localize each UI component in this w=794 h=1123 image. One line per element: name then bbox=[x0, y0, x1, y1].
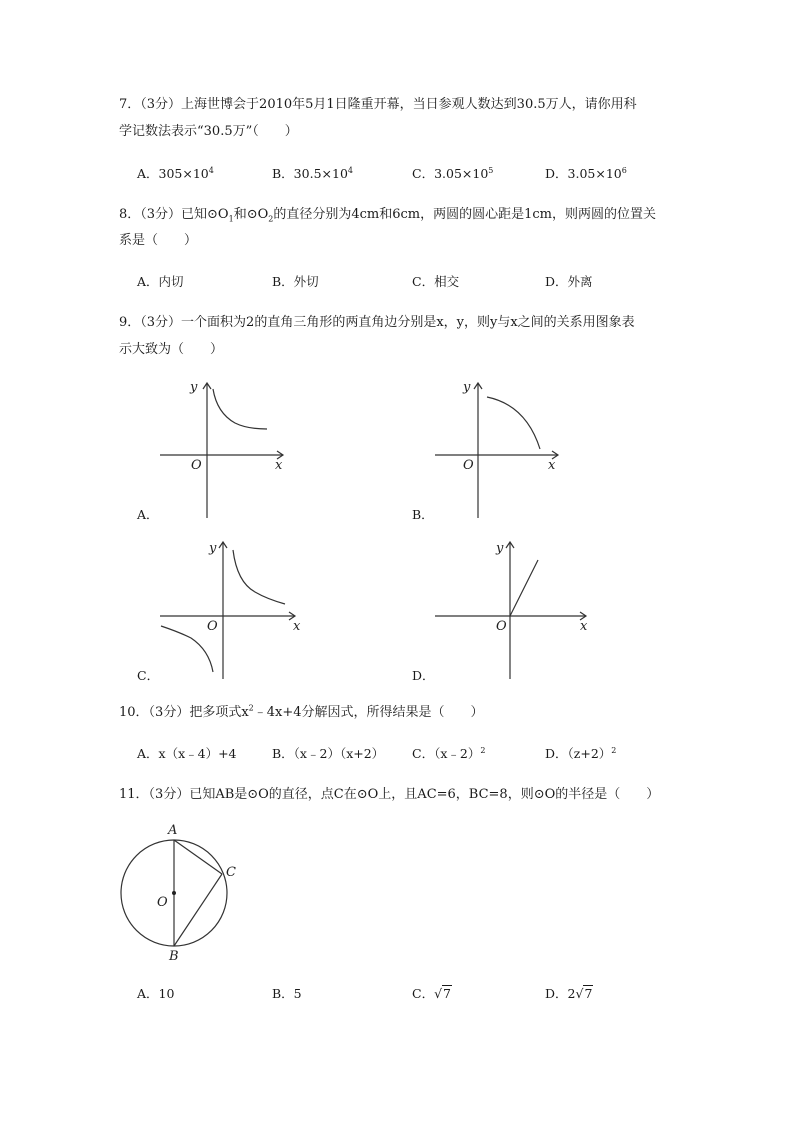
q10-option-b[interactable]: B．（x﹣2）（x+2） bbox=[272, 746, 385, 761]
q9-option-c[interactable]: C． bbox=[137, 668, 160, 683]
q11-option-b[interactable]: B．5 bbox=[272, 986, 302, 1001]
q11-option-d[interactable]: D．2√7 bbox=[545, 986, 593, 1001]
q11-stem-line1: 11．（3分）已知AB是⊙O的直径，点C在⊙O上，且AC=6，BC=8，则⊙O的半径是（ ） bbox=[119, 787, 660, 802]
q8-stem-line1: 8．（3分）已知$⊙O_1$和$⊙O_2$的直径分别为4cm和6cm，两圆的圆心距是1cm，则两圆的位置关 bbox=[119, 207, 656, 224]
sqrt-icon: √7 bbox=[434, 986, 451, 1001]
center-point bbox=[172, 891, 176, 895]
q9-option-d[interactable]: D． bbox=[412, 668, 435, 683]
q9-stem-line1: 9．（3分）一个面积为2的直角三角形的两直角边分别是x，y，则y与x之间的关系用图象表 bbox=[119, 315, 635, 330]
q10-stem-line1: 10．（3分）把多项式$x^2﹣4x+4$分解因式，所得结果是（ ） bbox=[119, 703, 484, 720]
line bbox=[510, 560, 538, 616]
x-label: x bbox=[293, 619, 301, 634]
y-label: y bbox=[190, 380, 198, 395]
q9-graph-c bbox=[155, 536, 305, 681]
q8-option-b[interactable]: B．外切 bbox=[272, 274, 319, 289]
x-label: x bbox=[580, 619, 588, 634]
q8-option-a[interactable]: A．内切 bbox=[137, 274, 184, 289]
curve-positive bbox=[233, 550, 285, 604]
x-label: x bbox=[275, 458, 283, 473]
curve-negative bbox=[161, 626, 213, 672]
q7-stem-line1: 7．（3分）上海世博会于2010年5月1日隆重开幕，当日参观人数达到30.5万人，请你用科 bbox=[119, 97, 637, 112]
y-label: y bbox=[496, 541, 504, 556]
q10-option-d[interactable]: D．$(z+2)^2$ bbox=[545, 745, 617, 761]
q7-stem-line2: 学记数法表示“30.5万”（ ） bbox=[119, 124, 298, 139]
origin-label: O bbox=[463, 458, 474, 473]
y-label: y bbox=[209, 541, 217, 556]
q11-circle-diagram bbox=[112, 820, 252, 965]
q9-graph-a bbox=[155, 375, 295, 520]
q8-option-d[interactable]: D．外离 bbox=[545, 274, 593, 289]
q7-option-a[interactable]: A．$305\times 10^4$ bbox=[137, 165, 214, 181]
origin-label: O bbox=[191, 458, 202, 473]
label-o: O bbox=[157, 895, 168, 910]
origin-label: O bbox=[207, 619, 218, 634]
q9-option-b[interactable]: B． bbox=[412, 507, 434, 522]
q9-stem-line2: 示大致为（ ） bbox=[119, 342, 224, 357]
label-b: B bbox=[169, 949, 179, 964]
q9-graph-d bbox=[430, 536, 590, 681]
curve bbox=[213, 389, 267, 429]
x-label: x bbox=[548, 458, 556, 473]
q8-option-c[interactable]: C．相交 bbox=[412, 274, 460, 289]
label-a: A bbox=[168, 823, 178, 838]
q10-option-c[interactable]: C．（x﹣2）$^2$ bbox=[412, 745, 486, 761]
q10-option-a[interactable]: A．x（x﹣4）+4 bbox=[137, 746, 237, 761]
sqrt-icon: √7 bbox=[575, 986, 593, 1001]
q8-stem-line2: 系是（ ） bbox=[119, 233, 198, 248]
chord-bc bbox=[174, 874, 222, 946]
q7-option-c[interactable]: C．$3.05\times 10^5$ bbox=[412, 165, 494, 181]
q11-option-a[interactable]: A．10 bbox=[137, 986, 175, 1001]
q7-option-d[interactable]: D．$3.05\times 10^6$ bbox=[545, 165, 627, 181]
q11-option-c[interactable]: C．√7 bbox=[412, 986, 451, 1001]
q9-option-a[interactable]: A． bbox=[137, 507, 159, 522]
y-label: y bbox=[463, 380, 471, 395]
q9-graph-b bbox=[430, 375, 570, 520]
curve bbox=[487, 397, 540, 449]
label-c: C bbox=[226, 865, 236, 880]
q7-option-b[interactable]: B．$30.5\times 10^4$ bbox=[272, 165, 353, 181]
origin-label: O bbox=[496, 619, 507, 634]
